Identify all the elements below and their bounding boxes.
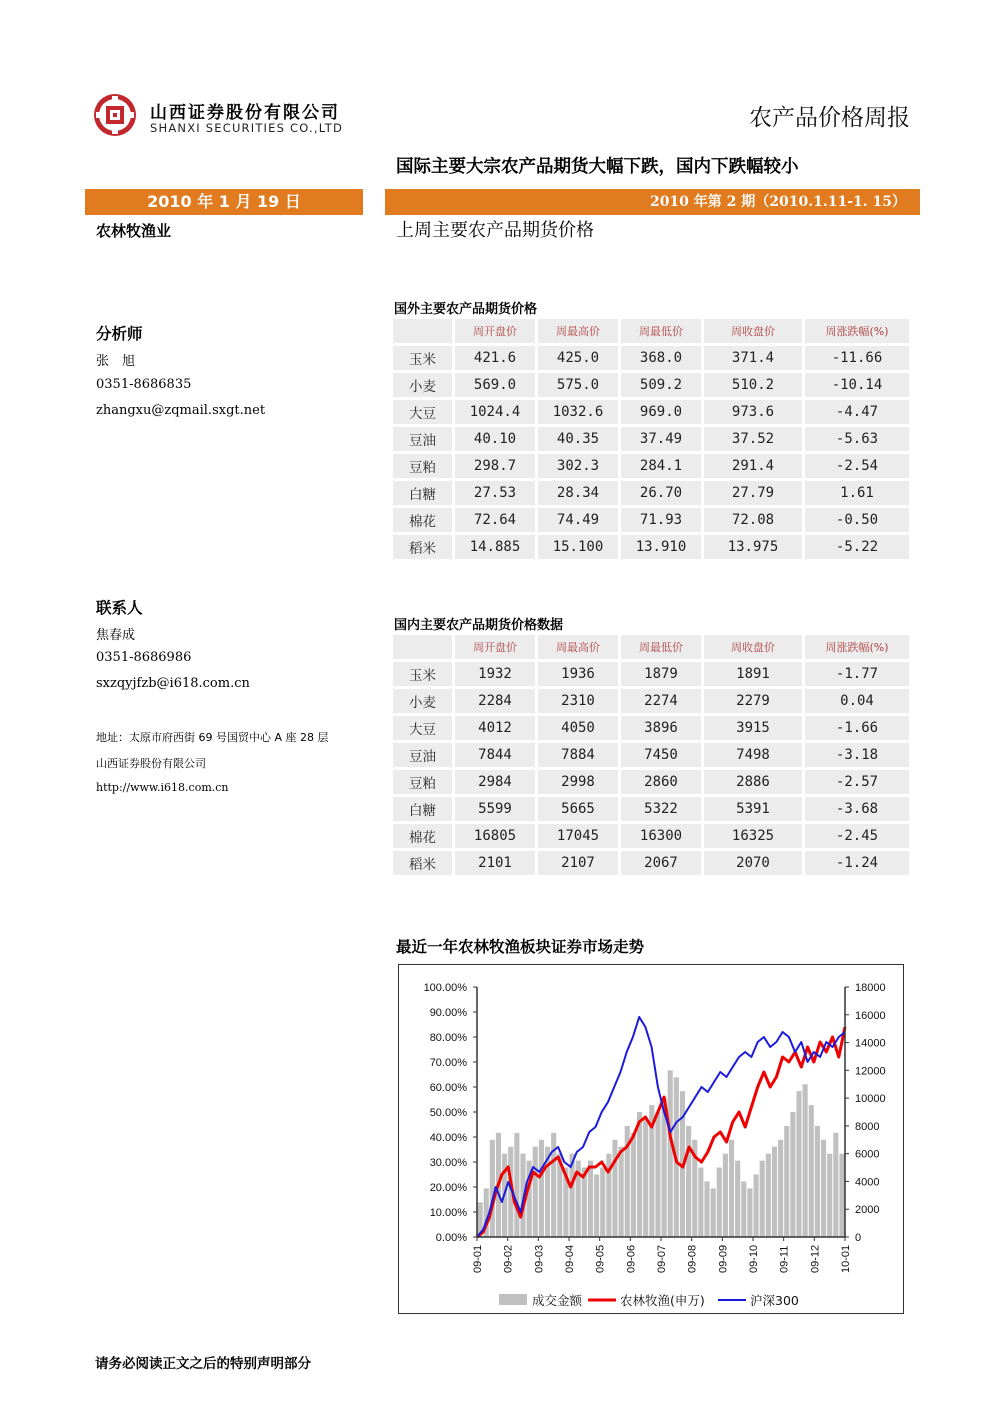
x-tick-label: 09-12 bbox=[809, 1244, 822, 1273]
table-header-row bbox=[393, 319, 909, 343]
company-name-en: SHANXI SECURITIES CO.,LTD bbox=[150, 121, 344, 135]
company-name-cn: 山西证券股份有限公司 bbox=[150, 103, 340, 123]
cell: 4050 bbox=[538, 716, 618, 740]
volume-bar bbox=[514, 1133, 519, 1237]
industry-label: 农林牧渔业 bbox=[96, 222, 172, 240]
address: 地址：太原市府西街 69 号国贸中心 A 座 28 层 bbox=[96, 731, 329, 744]
x-tick-label: 09-05 bbox=[594, 1244, 607, 1273]
volume-bar bbox=[600, 1168, 605, 1237]
cell: 7450 bbox=[621, 743, 701, 767]
table-row bbox=[393, 851, 909, 875]
volume-bar bbox=[747, 1188, 752, 1237]
volume-bar bbox=[643, 1119, 648, 1237]
table-row bbox=[393, 481, 909, 505]
col-header: 周最低价 bbox=[621, 635, 701, 659]
volume-bar bbox=[686, 1126, 691, 1237]
cell: -10.14 bbox=[805, 373, 909, 397]
volume-bar bbox=[711, 1188, 716, 1237]
table-row bbox=[393, 716, 909, 740]
cell: -5.63 bbox=[805, 427, 909, 451]
volume-bar bbox=[772, 1147, 777, 1237]
cell: 3896 bbox=[621, 716, 701, 740]
left-tick-label: 0.00% bbox=[435, 1232, 467, 1244]
right-tick-label: 2000 bbox=[855, 1204, 880, 1217]
x-tick-label: 09-08 bbox=[686, 1244, 699, 1273]
cell: -2.57 bbox=[805, 770, 909, 794]
col-header: 周最高价 bbox=[538, 635, 618, 659]
col-header: 周涨跌幅(%) bbox=[805, 635, 909, 659]
col-header: 周涨跌幅(%) bbox=[805, 319, 909, 343]
cell: 2984 bbox=[455, 770, 535, 794]
cell: 0.04 bbox=[805, 689, 909, 713]
x-tick-label: 09-10 bbox=[748, 1244, 760, 1273]
table-row bbox=[393, 346, 909, 370]
volume-bar bbox=[588, 1161, 593, 1237]
cell: -1.24 bbox=[805, 851, 909, 875]
cell: 27.53 bbox=[455, 481, 535, 505]
cell: 298.7 bbox=[455, 454, 535, 478]
volume-bar bbox=[539, 1140, 544, 1237]
contact-email[interactable]: sxzqyjfzb@i618.com.cn bbox=[96, 676, 250, 691]
cell: 575.0 bbox=[538, 373, 618, 397]
report-title: 农产品价格周报 bbox=[749, 105, 910, 131]
cell: 4012 bbox=[455, 716, 535, 740]
left-tick-label: 70.00% bbox=[429, 1057, 467, 1069]
x-tick-label: 09-09 bbox=[717, 1244, 730, 1273]
cell: 72.08 bbox=[704, 508, 802, 532]
volume-bar bbox=[839, 1154, 844, 1237]
volume-bar bbox=[778, 1140, 783, 1237]
chart-canvas bbox=[399, 965, 903, 1313]
right-tick-label: 8000 bbox=[855, 1120, 880, 1133]
cell: 425.0 bbox=[538, 346, 618, 370]
left-tick-label: 100.00% bbox=[423, 982, 467, 994]
volume-bar bbox=[619, 1147, 624, 1237]
cell: 74.49 bbox=[538, 508, 618, 532]
header-blank bbox=[393, 635, 452, 659]
cell: 302.3 bbox=[538, 454, 618, 478]
company-name: 山西证券股份有限公司 bbox=[96, 757, 206, 770]
cell: 973.6 bbox=[704, 400, 802, 424]
intl-table-title: 国外主要农产品期货价格 bbox=[394, 302, 538, 317]
col-header: 周最高价 bbox=[538, 319, 618, 343]
cell: 2067 bbox=[621, 851, 701, 875]
row-label: 豆油 bbox=[393, 427, 452, 451]
cell: 2998 bbox=[538, 770, 618, 794]
cell: 3915 bbox=[704, 716, 802, 740]
table-header-row bbox=[393, 635, 909, 659]
volume-bar bbox=[760, 1161, 765, 1237]
volume-bar bbox=[827, 1154, 832, 1237]
cell: -0.50 bbox=[805, 508, 909, 532]
col-header: 周收盘价 bbox=[704, 319, 802, 343]
left-tick-label: 10.00% bbox=[429, 1207, 467, 1219]
row-label: 豆粕 bbox=[393, 770, 452, 794]
cell: -1.66 bbox=[805, 716, 909, 740]
legend-label: 农林牧渔(申万) bbox=[620, 1293, 705, 1308]
cell: 5665 bbox=[538, 797, 618, 821]
cell: 13.975 bbox=[704, 535, 802, 559]
contact-phone: 0351-8686986 bbox=[96, 650, 192, 665]
volume-bar bbox=[766, 1154, 771, 1237]
cell: -3.68 bbox=[805, 797, 909, 821]
volume-bar bbox=[729, 1140, 734, 1237]
section-title: 上周主要农产品期货价格 bbox=[396, 220, 594, 241]
row-label: 玉米 bbox=[393, 346, 452, 370]
table-row bbox=[393, 454, 909, 478]
row-label: 小麦 bbox=[393, 689, 452, 713]
right-tick-label: 12000 bbox=[855, 1065, 886, 1078]
cell: 509.2 bbox=[621, 373, 701, 397]
website-link[interactable]: http://www.i618.com.cn bbox=[96, 781, 229, 794]
market-trend-chart bbox=[398, 964, 904, 1314]
left-tick-label: 40.00% bbox=[429, 1132, 467, 1144]
issue-label: 2010 年第 2 期（2010.1.11-1. 15） bbox=[649, 194, 906, 210]
cell: 28.34 bbox=[538, 481, 618, 505]
cell: 14.885 bbox=[455, 535, 535, 559]
cell: 2886 bbox=[704, 770, 802, 794]
x-tick-label: 09-11 bbox=[778, 1245, 791, 1273]
table-row bbox=[393, 400, 909, 424]
cell: 2070 bbox=[704, 851, 802, 875]
volume-bar bbox=[717, 1168, 722, 1237]
cell: 2284 bbox=[455, 689, 535, 713]
volume-bar bbox=[803, 1084, 808, 1237]
table-row bbox=[393, 797, 909, 821]
cell: 17045 bbox=[538, 824, 618, 848]
cell: 13.910 bbox=[621, 535, 701, 559]
cell: 5391 bbox=[704, 797, 802, 821]
cell: 969.0 bbox=[621, 400, 701, 424]
cell: 1936 bbox=[538, 662, 618, 686]
right-tick-label: 10000 bbox=[855, 1093, 886, 1106]
col-header: 周收盘价 bbox=[704, 635, 802, 659]
volume-bar bbox=[704, 1181, 709, 1237]
volume-bar bbox=[490, 1140, 495, 1237]
x-tick-label: 09-01 bbox=[472, 1244, 484, 1273]
left-tick-label: 50.00% bbox=[429, 1107, 467, 1119]
header-blank bbox=[393, 319, 452, 343]
cell: -2.45 bbox=[805, 824, 909, 848]
dom-table-title: 国内主要农产品期货价格数据 bbox=[394, 618, 564, 633]
x-tick-label: 09-07 bbox=[656, 1244, 668, 1273]
left-tick-label: 30.00% bbox=[429, 1157, 467, 1169]
cell: 7884 bbox=[538, 743, 618, 767]
table-row bbox=[393, 689, 909, 713]
analyst-phone: 0351-8686835 bbox=[96, 377, 192, 392]
cell: 2101 bbox=[455, 851, 535, 875]
hs300-line bbox=[477, 1017, 845, 1237]
headline: 国际主要大宗农产品期货大幅下跌，国内下跌幅较小 bbox=[396, 157, 799, 177]
table-row bbox=[393, 743, 909, 767]
legend-label: 成交金额 bbox=[532, 1293, 583, 1308]
volume-bar bbox=[784, 1126, 789, 1237]
cell: -11.66 bbox=[805, 346, 909, 370]
legend-swatch-volume bbox=[499, 1294, 527, 1305]
cell: 368.0 bbox=[621, 346, 701, 370]
analyst-name: 张 旭 bbox=[96, 354, 136, 369]
volume-bar bbox=[821, 1140, 826, 1237]
x-tick-label: 09-03 bbox=[533, 1244, 546, 1273]
left-tick-label: 90.00% bbox=[429, 1007, 467, 1019]
right-tick-label: 14000 bbox=[855, 1037, 886, 1050]
left-tick-label: 60.00% bbox=[429, 1082, 467, 1094]
cell: 72.64 bbox=[455, 508, 535, 532]
cell: -3.18 bbox=[805, 743, 909, 767]
company-logo bbox=[93, 93, 137, 137]
row-label: 白糖 bbox=[393, 481, 452, 505]
cell: 71.93 bbox=[621, 508, 701, 532]
cell: 1032.6 bbox=[538, 400, 618, 424]
table-row bbox=[393, 535, 909, 559]
contact-heading: 联系人 bbox=[96, 599, 143, 617]
left-tick-label: 80.00% bbox=[429, 1032, 467, 1044]
table-row bbox=[393, 824, 909, 848]
cell: 37.49 bbox=[621, 427, 701, 451]
table-row bbox=[393, 662, 909, 686]
volume-bar bbox=[637, 1112, 642, 1237]
cell: 371.4 bbox=[704, 346, 802, 370]
cell: 2860 bbox=[621, 770, 701, 794]
cell: 40.35 bbox=[538, 427, 618, 451]
volume-bar bbox=[809, 1105, 814, 1237]
row-label: 玉米 bbox=[393, 662, 452, 686]
chart-title: 最近一年农林牧渔板块证券市场走势 bbox=[396, 938, 645, 956]
domestic-price-table bbox=[390, 632, 912, 878]
volume-bar bbox=[833, 1133, 838, 1237]
right-tick-label: 0 bbox=[855, 1232, 862, 1244]
volume-bar bbox=[631, 1133, 636, 1237]
cell: 569.0 bbox=[455, 373, 535, 397]
row-label: 豆粕 bbox=[393, 454, 452, 478]
col-header: 周开盘价 bbox=[455, 319, 535, 343]
x-tick-label: 09-06 bbox=[625, 1244, 638, 1273]
cell: 16805 bbox=[455, 824, 535, 848]
volume-bar bbox=[741, 1181, 746, 1237]
volume-bar bbox=[754, 1175, 759, 1238]
row-label: 大豆 bbox=[393, 400, 452, 424]
cell: 421.6 bbox=[455, 346, 535, 370]
cell: 15.100 bbox=[538, 535, 618, 559]
cell: 7498 bbox=[704, 743, 802, 767]
cell: 37.52 bbox=[704, 427, 802, 451]
intl-price-table bbox=[390, 316, 912, 562]
volume-bar bbox=[668, 1070, 673, 1237]
row-label: 棉花 bbox=[393, 508, 452, 532]
cell: -2.54 bbox=[805, 454, 909, 478]
cell: 291.4 bbox=[704, 454, 802, 478]
volume-bar bbox=[796, 1091, 801, 1237]
volume-bar bbox=[790, 1112, 795, 1237]
agri-index-line bbox=[477, 1027, 845, 1237]
table-row bbox=[393, 427, 909, 451]
volume-bar bbox=[655, 1112, 660, 1237]
cell: 5599 bbox=[455, 797, 535, 821]
cell: 5322 bbox=[621, 797, 701, 821]
x-tick-label: 10-01 bbox=[840, 1244, 852, 1273]
left-tick-label: 20.00% bbox=[429, 1182, 467, 1194]
row-label: 稻米 bbox=[393, 535, 452, 559]
legend-label: 沪深300 bbox=[750, 1293, 799, 1308]
issue-bar bbox=[385, 189, 920, 215]
row-label: 豆油 bbox=[393, 743, 452, 767]
cell: 510.2 bbox=[704, 373, 802, 397]
cell: 27.79 bbox=[704, 481, 802, 505]
cell: 16325 bbox=[704, 824, 802, 848]
volume-bar bbox=[533, 1147, 538, 1237]
date-bar: 2010 年 1 月 19 日 bbox=[85, 189, 363, 215]
x-tick-label: 09-02 bbox=[502, 1244, 515, 1273]
analyst-heading: 分析师 bbox=[96, 325, 143, 343]
cell: 2279 bbox=[704, 689, 802, 713]
cell: -1.77 bbox=[805, 662, 909, 686]
cell: 1.61 bbox=[805, 481, 909, 505]
row-label: 白糖 bbox=[393, 797, 452, 821]
cell: 1891 bbox=[704, 662, 802, 686]
cell: 2310 bbox=[538, 689, 618, 713]
volume-bar bbox=[735, 1161, 740, 1237]
right-tick-label: 4000 bbox=[855, 1176, 880, 1189]
volume-bar bbox=[594, 1175, 599, 1238]
footer-disclaimer: 请务必阅读正文之后的特别声明部分 bbox=[95, 1356, 311, 1372]
table-row bbox=[393, 508, 909, 532]
contact-name: 焦春成 bbox=[96, 628, 136, 643]
volume-bar bbox=[612, 1140, 617, 1237]
cell: 1879 bbox=[621, 662, 701, 686]
row-label: 小麦 bbox=[393, 373, 452, 397]
cell: 26.70 bbox=[621, 481, 701, 505]
cell: -5.22 bbox=[805, 535, 909, 559]
col-header: 周最低价 bbox=[621, 319, 701, 343]
row-label: 大豆 bbox=[393, 716, 452, 740]
volume-bar bbox=[815, 1126, 820, 1237]
x-tick-label: 09-04 bbox=[564, 1244, 576, 1273]
right-tick-label: 18000 bbox=[855, 982, 886, 994]
cell: 2274 bbox=[621, 689, 701, 713]
cell: 1024.4 bbox=[455, 400, 535, 424]
row-label: 棉花 bbox=[393, 824, 452, 848]
table-row bbox=[393, 770, 909, 794]
volume-bar bbox=[698, 1168, 703, 1237]
cell: 2107 bbox=[538, 851, 618, 875]
analyst-email[interactable]: zhangxu@zqmail.sxgt.net bbox=[96, 403, 266, 418]
cell: 7844 bbox=[455, 743, 535, 767]
cell: 16300 bbox=[621, 824, 701, 848]
cell: 1932 bbox=[455, 662, 535, 686]
cell: 40.10 bbox=[455, 427, 535, 451]
volume-bar bbox=[723, 1154, 728, 1237]
cell: 284.1 bbox=[621, 454, 701, 478]
right-tick-label: 6000 bbox=[855, 1148, 880, 1161]
row-label: 稻米 bbox=[393, 851, 452, 875]
table-row bbox=[393, 373, 909, 397]
col-header: 周开盘价 bbox=[455, 635, 535, 659]
cell: -4.47 bbox=[805, 400, 909, 424]
right-tick-label: 16000 bbox=[855, 1009, 886, 1022]
